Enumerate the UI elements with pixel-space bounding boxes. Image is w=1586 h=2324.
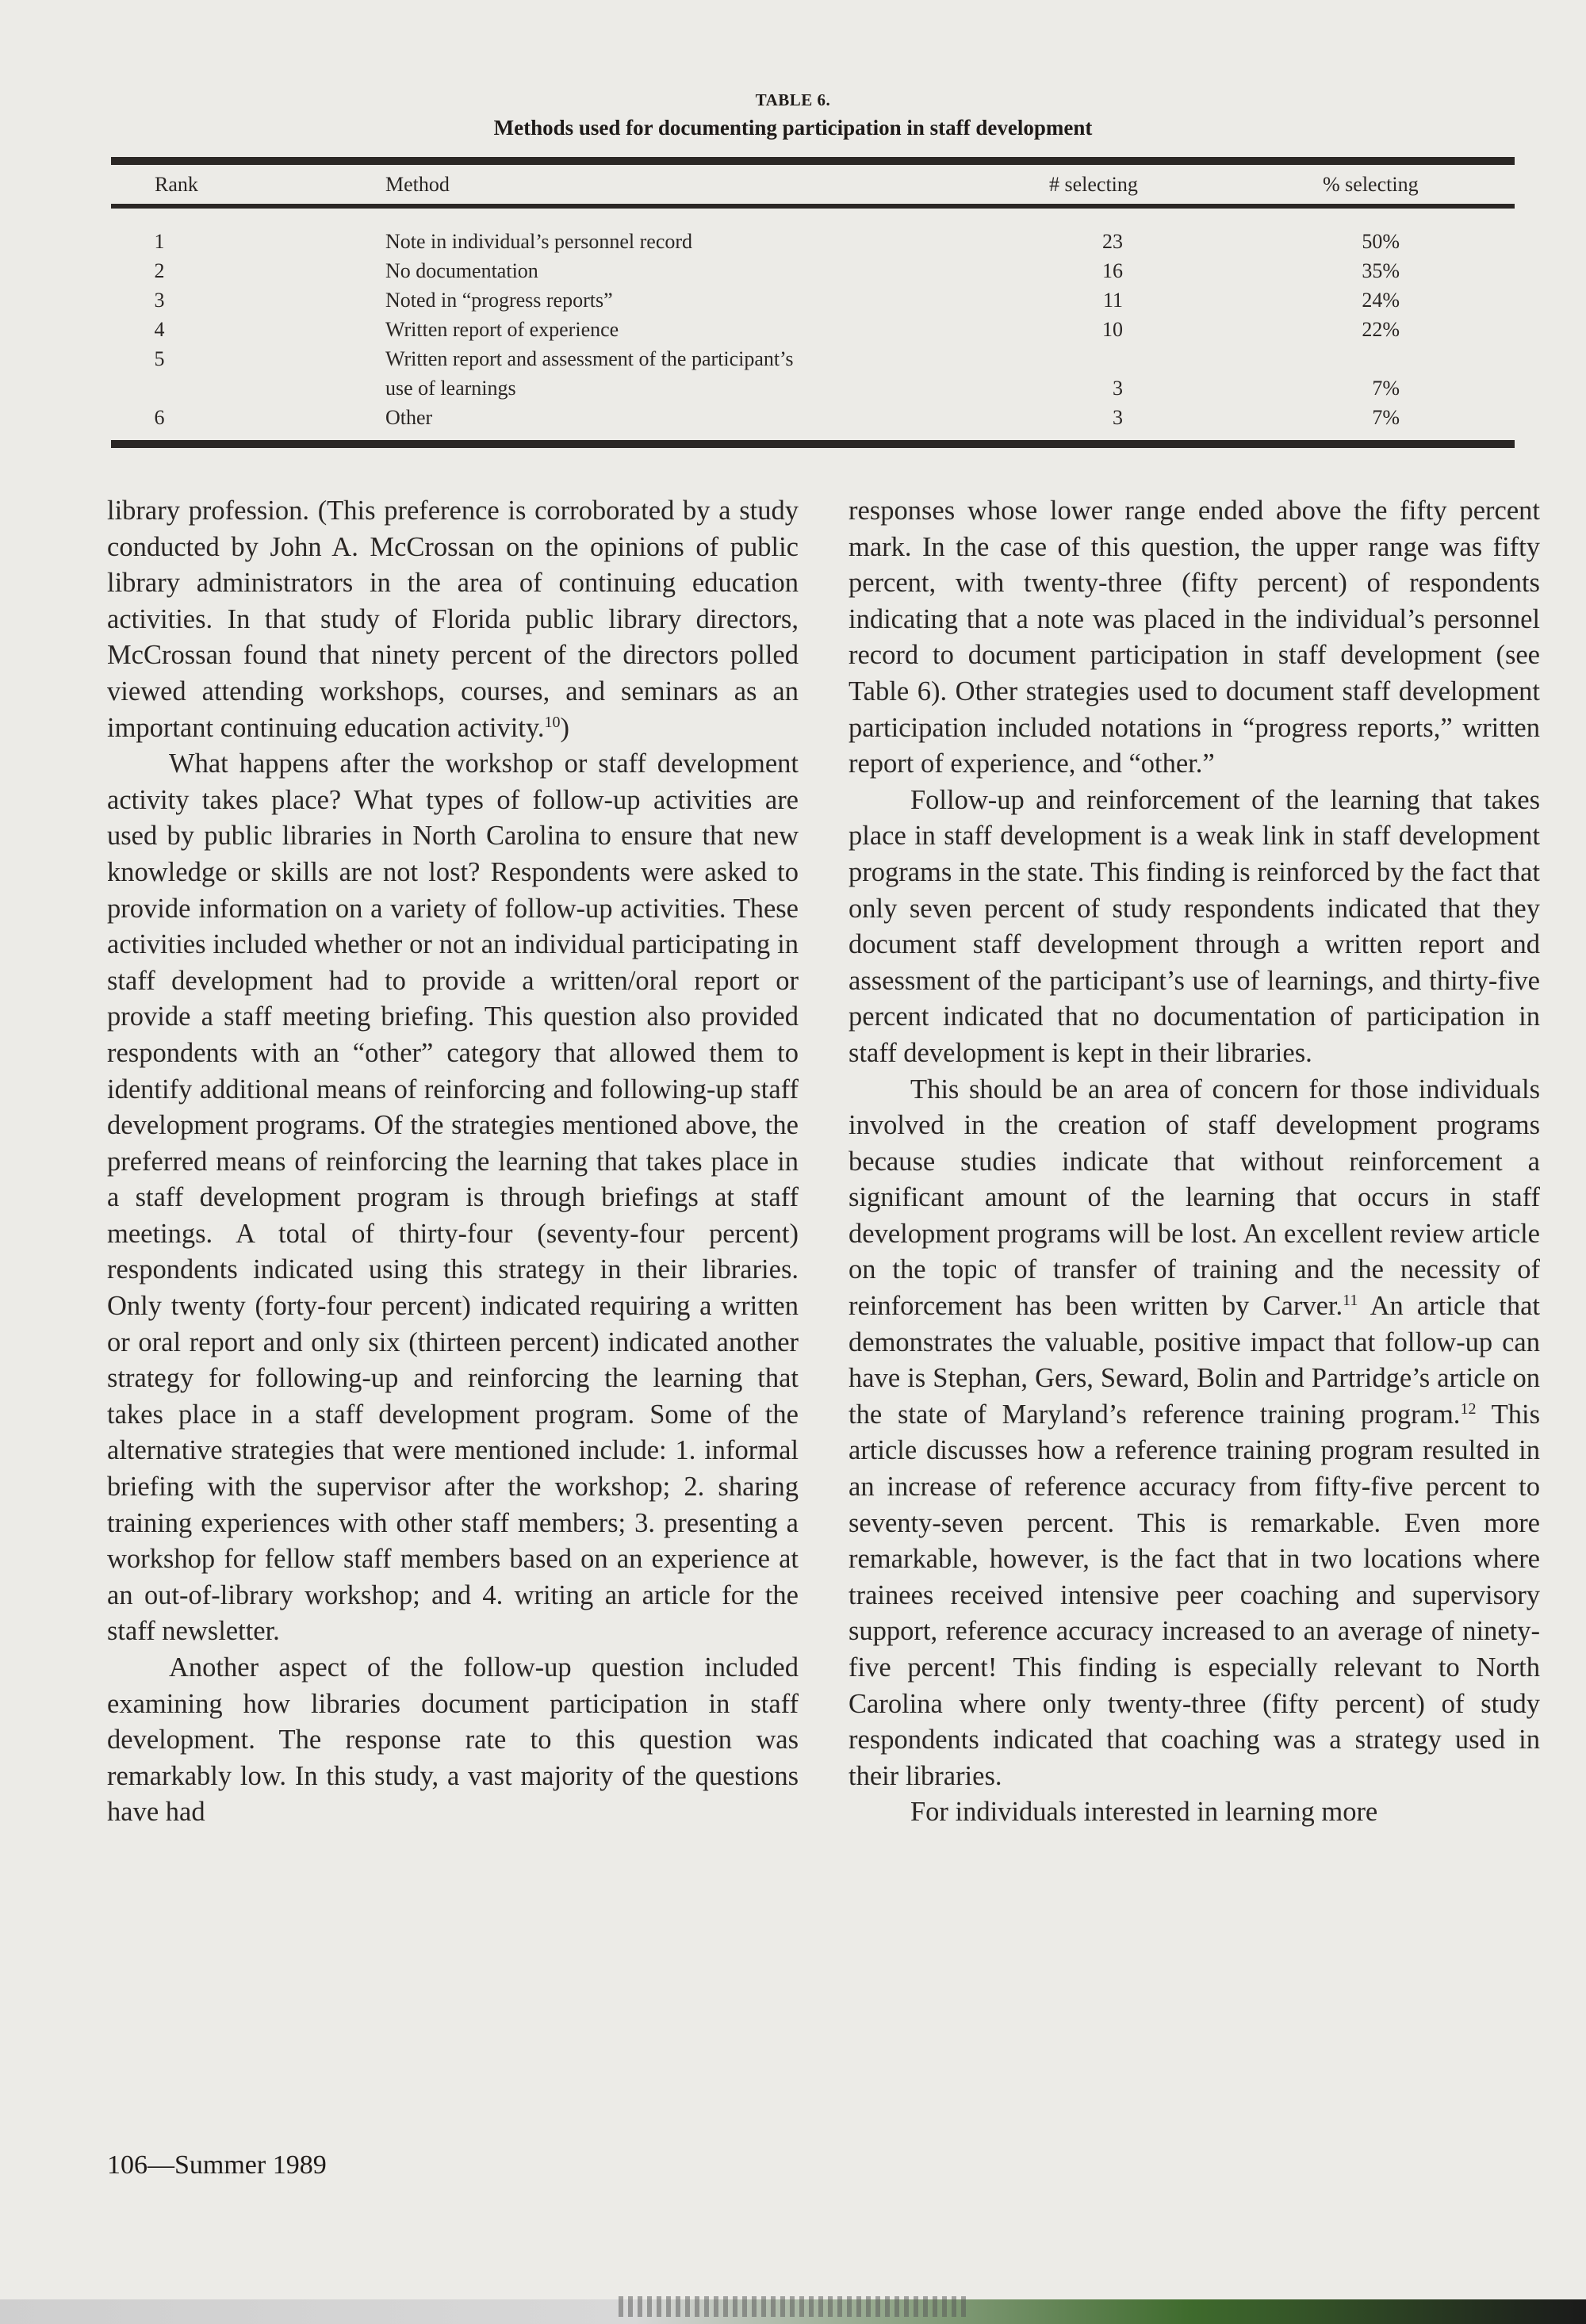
footnote-ref: 12 [1460, 1399, 1477, 1418]
row-rank: 5 [154, 347, 165, 370]
header-rank: Rank [155, 173, 198, 196]
paragraph: responses whose lower range ended above the fifty percent mark. In the case of this question, the upper range was fifty percent, with twenty-three (fifty percent) of respondents indicating that a note was placed in the individual’s personnel record to document participation in staff development (see Table 6). Other strategies used to document staff development participation included notations in “progress reports,” written report of experience, and “other.” [849, 496, 1540, 779]
row-pct: 7% [1372, 406, 1400, 429]
paragraph-text: library profession. (This preference is corroborated by a study conducted by John A. McCrossan on the opinions of public library administrators in the area of continuing education activities. In that study of Florida public library directors, McCrossan found that ninety percent of the directors polled viewed attending workshops, courses, and seminars as an important continuing education activity. [107, 496, 799, 743]
paragraph [107, 493, 799, 746]
row-method: Noted in “progress reports” [385, 289, 613, 312]
row-rank: 1 [154, 230, 165, 253]
bleed-through-strip [619, 2296, 967, 2317]
paragraph: For individuals interested in learning more [910, 1797, 1378, 1828]
row-rank: 3 [154, 289, 165, 312]
header-pct: % selecting [1323, 173, 1419, 196]
table-label: TABLE 6. [755, 90, 831, 109]
row-count: 10 [1102, 318, 1123, 341]
table-row [0, 318, 1586, 347]
page-footer: 106—Summer 1989 [107, 2150, 327, 2180]
row-count: 16 [1102, 259, 1123, 282]
table-bottom-rule [111, 440, 1515, 448]
row-pct: 22% [1362, 318, 1400, 341]
paragraph-text: This article discusses how a reference training program resulted in an increase of reference accuracy from fifty-five percent to seventy-seven percent. This is remarkable. Even more remarkable, however, is the fact that in two locations where trainees received intensive peer coaching and supervisory support, reference accuracy increased to an average of ninety-five percent! This finding is especially relevant to North Carolina where only twenty-three (fifty percent) of study respondents indicated that coaching was a strategy used in their libraries. [849, 1399, 1540, 1791]
footnote-ref: 10 [544, 713, 561, 731]
table-row [0, 259, 1586, 289]
row-method: Note in individual’s personnel record [385, 230, 693, 253]
header-method: Method [385, 173, 450, 196]
row-method: Other [385, 406, 433, 429]
table-row [0, 406, 1586, 435]
row-pct: 24% [1362, 289, 1400, 312]
paragraph: Another aspect of the follow-up question included examining how libraries document participation in staff development. The response rate to this question was remarkably low. In this study, a vast majority of the questions have had [107, 1652, 799, 1828]
row-pct: 50% [1362, 230, 1400, 253]
row-count: 23 [1102, 230, 1123, 253]
row-count: 3 [1113, 377, 1123, 400]
paragraph-text: An article that demonstrates the valuable, positive impact that follow-up can have is Stephan, Gers, Seward, Bolin and Partridge’s article on the state of Maryland’s reference training program. [849, 1291, 1540, 1430]
left-column [107, 493, 799, 1831]
footnote-ref: 11 [1343, 1292, 1358, 1310]
table-header-rule [111, 204, 1515, 209]
table-row [0, 347, 1586, 406]
table-top-rule [111, 157, 1515, 165]
paragraph: What happens after the workshop or staff development activity takes place? What types of follow-up activities are used by public libraries in North Carolina to ensure that new knowledge or skills are not lost? Respondents were asked to provide information on a variety of follow-up activities. These activities included whether or not an individual participating in staff development had to provide a written/oral report or provide a staff meeting briefing. This question also provided respondents with an “other” category that allowed them to identify additional means of reinforcing and following-up staff development programs. Of the strategies mentioned above, the preferred means of reinforcing the learning that takes place in a staff development program is through briefings at staff meetings. A total of thirty-four (seventy-four percent) respondents indicated using this strategy in their libraries. Only twenty (forty-four percent) indicated requiring a written or oral report and only six (thirteen percent) indicated another strategy for following-up and reinforcing the learning that takes place in a staff development program. Some of the alternative strategies that were mentioned include: 1. informal briefing with the supervisor after the workshop; 2. sharing training experiences with other staff members; 3. presenting a workshop for fellow staff members based on an experience at an out-of-library workshop; and 4. writing an article for the staff newsletter. [107, 749, 799, 1647]
paragraph-text: ) [560, 712, 570, 743]
row-method: Written report and assessment of the participant’s [385, 347, 794, 370]
row-method-continued: use of learnings [385, 377, 516, 400]
paragraph [849, 1072, 1540, 1795]
row-method: No documentation [385, 259, 538, 282]
header-count: # selecting [1049, 173, 1138, 196]
table-row [0, 289, 1586, 318]
row-rank: 6 [154, 406, 165, 429]
row-pct: 7% [1372, 377, 1400, 400]
paragraph-text: This should be an area of concern for those individuals involved in the creation of staff development programs because studies indicate that without reinforcement a significant amount of the learning that occurs in staff development programs will be lost. An excellent review article on the topic of transfer of training and the necessity of reinforcement has been written by Carver. [849, 1074, 1540, 1322]
row-pct: 35% [1362, 259, 1400, 282]
table-row [0, 230, 1586, 259]
row-count: 3 [1113, 406, 1123, 429]
row-rank: 4 [154, 318, 165, 341]
row-rank: 2 [154, 259, 165, 282]
row-method: Written report of experience [385, 318, 619, 341]
table-title: Methods used for documenting participation in staff development [493, 116, 1093, 140]
row-count: 11 [1102, 289, 1123, 312]
paragraph: Follow-up and reinforcement of the learning that takes place in staff development is a weak link in staff development programs in the state. This finding is reinforced by the fact that only seven percent of study respondents indicated that they document staff development through a written report and assessment of the participant’s use of learnings, and thirty-five percent indicated that no documentation of participation in staff development is kept in their libraries. [849, 784, 1540, 1068]
right-column [849, 493, 1540, 1831]
